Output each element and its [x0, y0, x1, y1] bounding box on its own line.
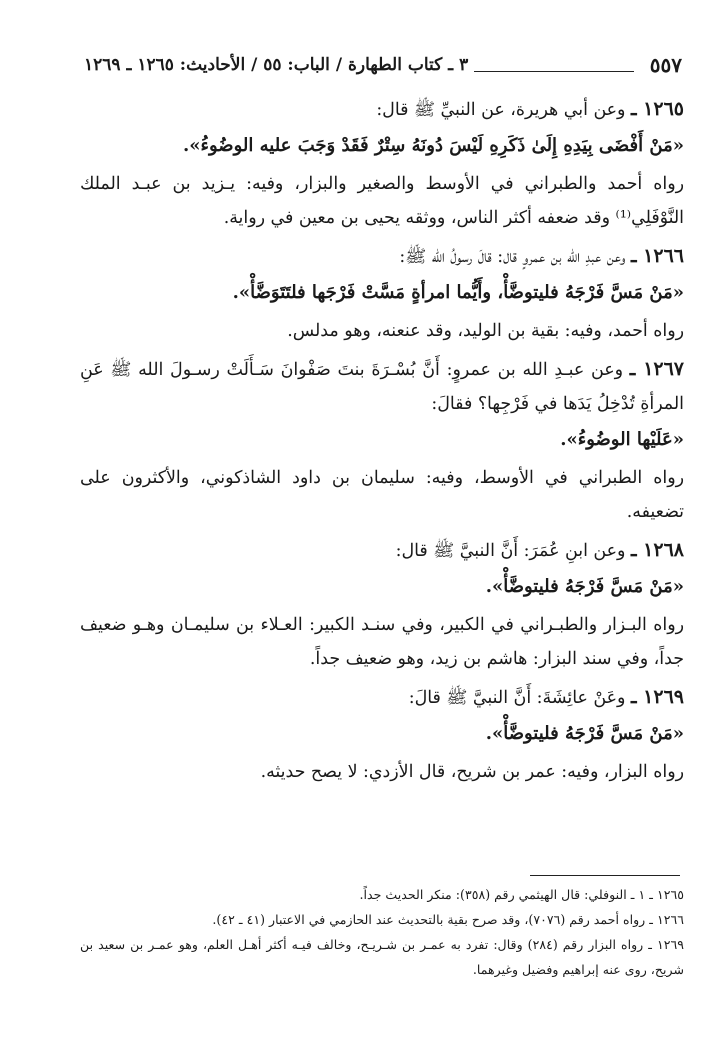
hadith-source-1266: رواه أحمد، وفيه: بقية بن الوليد، وقد عنعنه، وهو مدلس.: [287, 321, 684, 341]
hadith-text-1265: «مَنْ أَفْضَى بِيَدِهِ إِلَىٰ ذَكَرِهِ لَيْسَ دُونَهُ سِتْرٌ فَقَدْ وَجَبَ عليه الوضُوءُ».: [183, 135, 684, 156]
hadith-source-1267: رواه الطبراني في الأوسط، وفيه: سليمان بن داود الشاذكوني، والأكثرون على تضعيفه.: [80, 468, 684, 522]
hadith-intro-1267: ١٢٦٧ ـ وعن عبـدِ الله بن عمروٍ: أَنَّ بُسْـرَةَ بنتَ صَفْوانَ سَـأَلَتْ رسـولَ الله ﷺ عَنِ المرأةِ تُدْخِلُ يَدَها في فَرْجِها؟ فقالَ:: [80, 358, 685, 414]
footnote-1266: ١٢٦٦ ـ رواه أحمد رقم (٧٠٧٦)، وقد صرح بقية بالتحديث عند الحازمي في الاعتبار (٤١ ـ ٤٢).: [212, 912, 684, 927]
footnote-separator: [530, 875, 680, 876]
footnotes: [80, 882, 684, 982]
running-title: ٣ ـ كتاب الطهارة / الباب: ٥٥ / الأحاديث: ١٢٦٥ ـ ١٢٦٩: [84, 55, 469, 75]
page-body: [80, 92, 684, 793]
hadith-source-1269: رواه البزار، وفيه: عمر بن شريح، قال الأزدي: لا يصح حديثه.: [260, 762, 684, 782]
hadith-intro-1268: ١٢٦٨ ـ وعن ابنِ عُمَرَ: أَنَّ النبيَّ ﷺ قال:: [395, 539, 684, 561]
hadith-source-1268: رواه البـزار والطبـراني في الكبير، وفي سنـد الكبير: العـلاء بن سليمـان وهـو ضعيف جداً، وفي سند البزار: هاشم بن زيد، وهو ضعيف جداً.: [80, 615, 684, 669]
hadith-text-1267: «عَلَيْها الوضُوءُ».: [560, 429, 684, 450]
hadith-intro-1265: ١٢٦٥ ـ وعن أبي هريرة، عن النبيِّ ﷺ قال:: [376, 98, 684, 120]
page-header: [84, 50, 682, 80]
hadith-number: ١٢٦٥ ـ: [630, 98, 684, 120]
hadith-number: ١٢٦٩ ـ: [630, 686, 684, 708]
page-number: ٥٥٧: [649, 53, 682, 77]
hadith-number: ١٢٦٧ ـ: [629, 358, 685, 380]
footnote-1269: ١٢٦٩ ـ رواه البزار رقم (٢٨٤) وقال: تفرد به عمـر بن شـريـح، وخالف فيـه أكثر أهـل العلم، وهو عمـر بن سعيد بن شريح، روى عنه إبراهيم وفضيل وغيرهما.: [80, 937, 685, 977]
hadith-intro-1269: ١٢٦٩ ـ وعَنْ عائِشَةَ: أَنَّ النبيَّ ﷺ قالَ:: [408, 686, 684, 708]
hadith-number: ١٢٦٦ ـ: [630, 245, 684, 267]
hadith-text-1268: «مَنْ مَسَّ فَرْجَهُ فليتوضَّأْ».: [485, 576, 684, 597]
hadith-source-1265: رواه أحمد والطبراني في الأوسط والصغير والبزار، وفيه: يـزيد بن عبـد الملك النَّوْفَلِي⁽¹⁾ وقد ضعفه أكثر الناس، ووثقه يحيى بن معين في رواية.: [80, 174, 684, 228]
header-rule: [474, 59, 634, 72]
hadith-number: ١٢٦٨ ـ: [630, 539, 684, 561]
footnote-1265: ١٢٦٥ ـ ١ ـ النوفلي: قال الهيثمي رقم (٣٥٨): منكر الحديث جداً.: [359, 887, 684, 902]
hadith-text-1269: «مَنْ مَسَّ فَرْجَهُ فليتوضَّأْ».: [485, 723, 684, 744]
hadith-intro-1266: ١٢٦٦ ـ وعن عبدِ الله بن عمروٍ قال: قالَ رسولُ الله ﷺ:: [399, 245, 684, 267]
hadith-text-1266: «مَنْ مَسَّ فَرْجَهُ فليتوضَّأْ، وأَيُّما امرأةٍ مَسَّتْ فَرْجَها فلتَتَوَضَّأْ».: [232, 282, 684, 303]
